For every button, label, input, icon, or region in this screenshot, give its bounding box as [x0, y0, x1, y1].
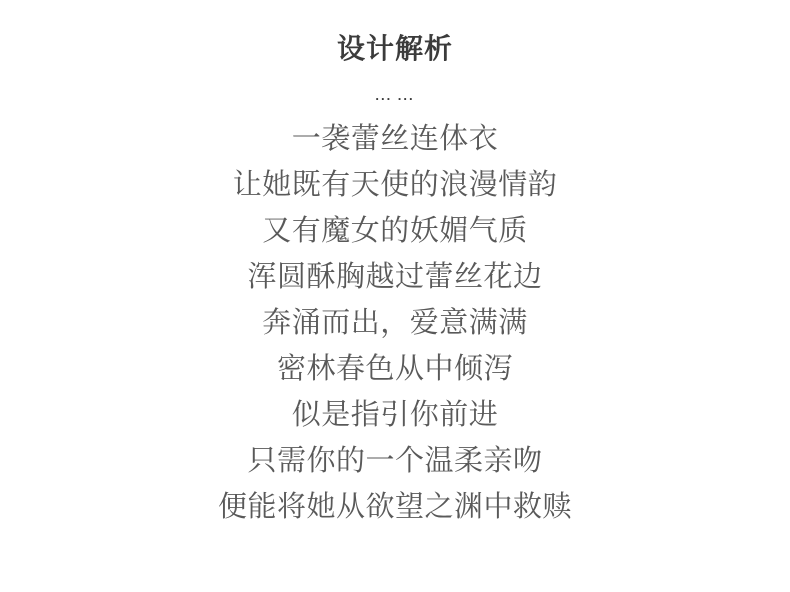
divider-dots: ... ... — [375, 88, 415, 103]
section-title: 设计解析 — [336, 33, 453, 64]
description-line-3: 又有魔女的妖媚气质 — [262, 215, 528, 247]
description-line-1: 一袭蕾丝连体衣 — [291, 123, 499, 155]
description-line-5: 奔涌而出，爱意满满 — [262, 307, 528, 339]
description-line-6: 密林春色从中倾泻 — [276, 353, 513, 385]
description-line-2: 让她既有天使的浪漫情韵 — [232, 169, 558, 201]
description-lines — [0, 116, 790, 530]
description-line-4: 浑圆酥胸越过蕾丝花边 — [247, 261, 543, 293]
description-line-7: 似是指引你前进 — [291, 399, 499, 431]
description-line-9: 便能将她从欲望之渊中救赎 — [217, 491, 572, 523]
description-line-8: 只需你的一个温柔亲吻 — [247, 445, 543, 477]
